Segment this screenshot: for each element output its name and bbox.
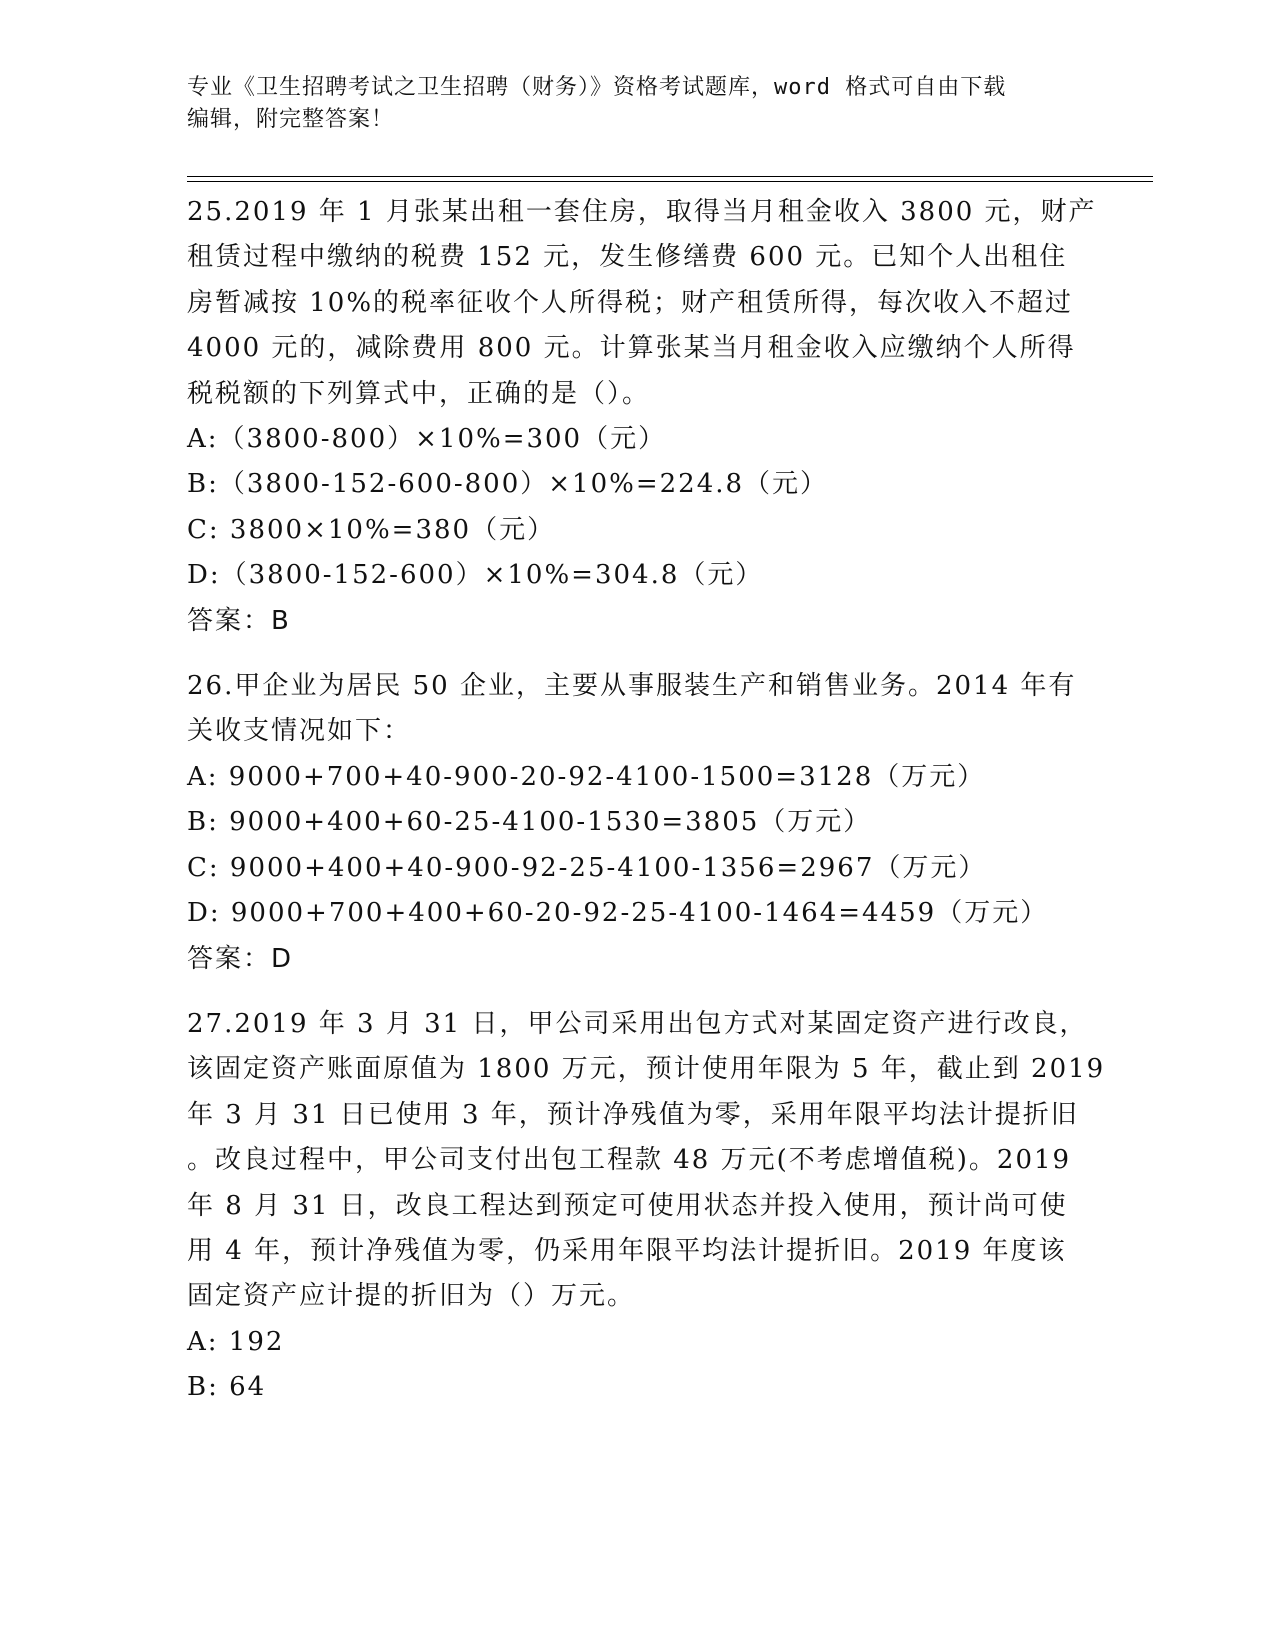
question-stem xyxy=(187,190,1097,417)
stem-line: 税税额的下列算式中，正确的是（）。 xyxy=(187,378,651,409)
stem-line: 年 3 月 31 日已使用 3 年，预计净残值为零，采用年限平均法计提折旧 xyxy=(187,1099,1079,1130)
question-26 xyxy=(187,664,1087,982)
stem-line: 房暂减按 10%的税率征收个人所得税；财产租赁所得，每次收入不超过 xyxy=(187,287,1074,318)
option-c: C: 3800×10%=380（元） xyxy=(187,514,556,545)
stem-line: 年 8 月 31 日，改良工程达到预定可使用状态并投入使用，预计尚可使 xyxy=(187,1190,1068,1221)
stem-line: 。改良过程中，甲公司支付出包工程款 48 万元(不考虑增值税)。2019 xyxy=(187,1145,1072,1176)
stem-line: 4000 元的，减除费用 800 元。计算张某当月租金收入应缴纳个人所得 xyxy=(187,333,1076,364)
answer-label: 答案：D xyxy=(187,943,294,974)
option-a: A:（3800-800）×10%=300（元） xyxy=(187,424,667,455)
stem-line: 用 4 年，预计净残值为零，仍采用年限平均法计提折旧。2019 年度该 xyxy=(187,1235,1067,1266)
header-rule-bottom xyxy=(187,181,1153,182)
option-a: A: 9000+700+40-900-20-92-4100-1500=3128（万元） xyxy=(187,761,986,792)
option-c: C: 9000+400+40-900-92-25-4100-1356=2967（万元） xyxy=(187,852,987,883)
stem-line: 关收支情况如下： xyxy=(187,716,412,747)
stem-line: 27.2019 年 3 月 31 日，甲公司采用出包方式对某固定资产进行改良， xyxy=(187,1008,1088,1039)
stem-line: 该固定资产账面原值为 1800 万元，预计使用年限为 5 年，截止到 2019 xyxy=(187,1054,1106,1085)
answer-label: 答案：B xyxy=(187,605,291,636)
header-line-2: 编辑，附完整答案！ xyxy=(187,107,395,132)
header-line-1: 专业《卫生招聘考试之卫生招聘（财务）》资格考试题库，word 格式可自由下载 xyxy=(187,75,1007,100)
question-stem xyxy=(187,664,1087,755)
stem-line: 固定资产应计提的折旧为（）万元。 xyxy=(187,1281,636,1312)
option-b: B: 9000+400+60-25-4100-1530=3805（万元） xyxy=(187,807,872,838)
option-b: B:（3800-152-600-800）×10%=224.8（元） xyxy=(187,469,829,500)
option-b: B: 64 xyxy=(187,1372,267,1403)
stem-line: 25.2019 年 1 月张某出租一套住房，取得当月租金收入 3800 元，财产 xyxy=(187,197,1097,227)
option-a: A: 192 xyxy=(187,1326,285,1357)
option-d: D: 9000+700+400+60-20-92-25-4100-1464=4459（万元） xyxy=(187,898,1049,929)
stem-line: 租赁过程中缴纳的税费 152 元，发生修缮费 600 元。已知个人出租住 xyxy=(187,242,1068,273)
stem-line: 26.甲企业为居民 50 企业，主要从事服装生产和销售业务。2014 年有 xyxy=(187,671,1077,702)
question-27 xyxy=(187,1002,1106,1411)
question-list xyxy=(187,190,1106,1431)
option-d: D:（3800-152-600）×10%=304.8（元） xyxy=(187,560,764,591)
question-25 xyxy=(187,190,1097,644)
document-header xyxy=(187,72,1087,136)
question-stem xyxy=(187,1002,1106,1320)
header-rule-top xyxy=(187,176,1153,177)
